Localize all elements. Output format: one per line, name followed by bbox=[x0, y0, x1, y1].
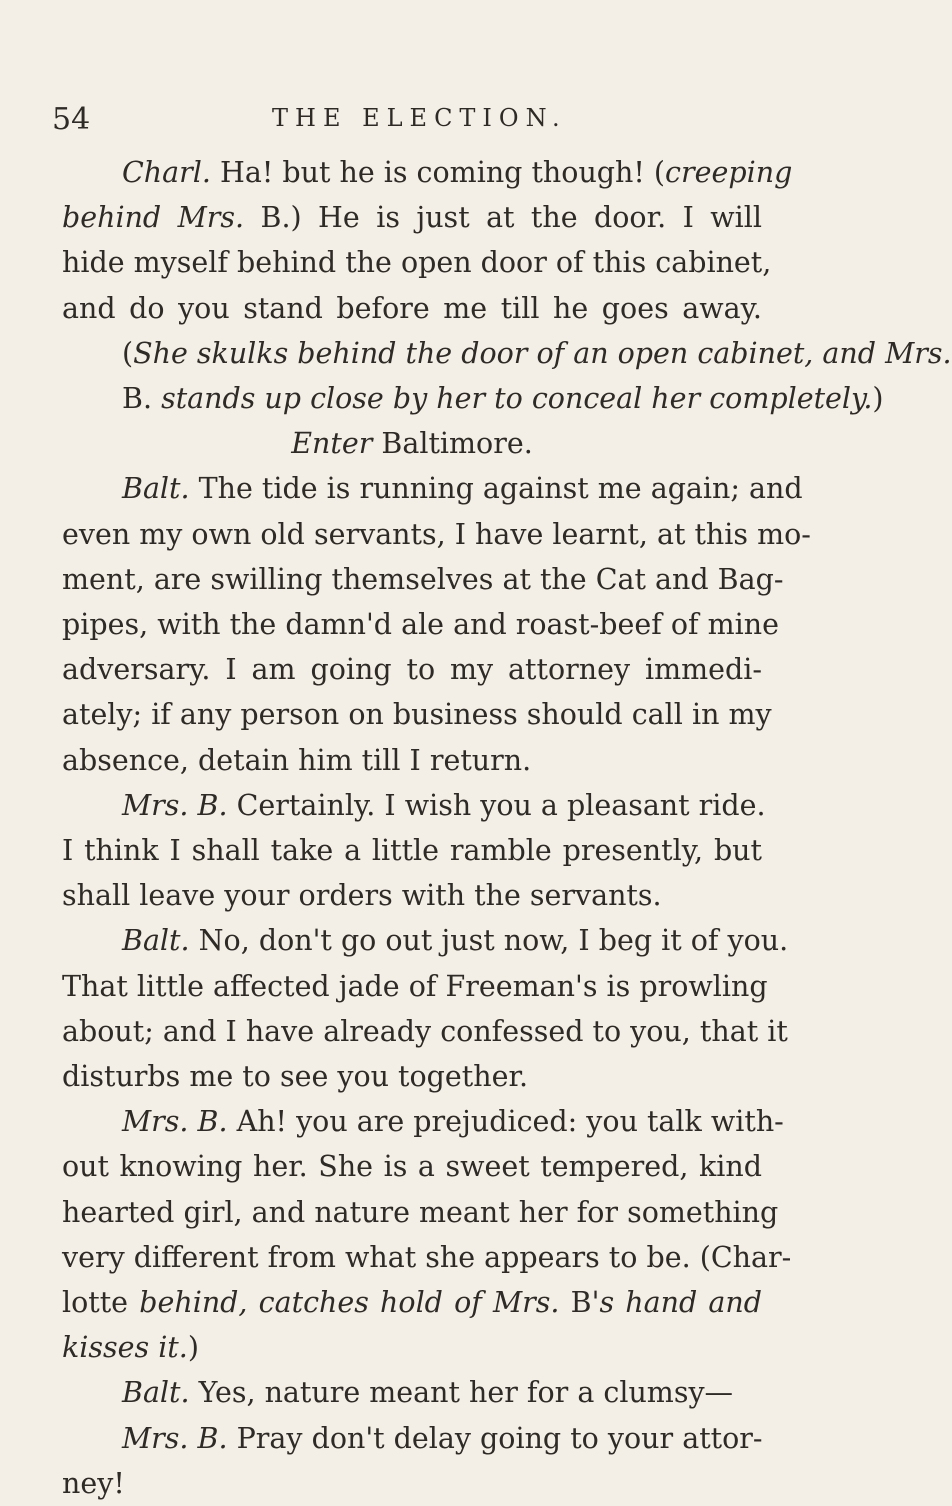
speaker-name: Balt. bbox=[122, 924, 190, 958]
text-line: ney! bbox=[62, 1466, 125, 1500]
page-number: 54 bbox=[52, 102, 91, 137]
text-line: disturbs me to see you together. bbox=[62, 1060, 529, 1094]
text-line: (She skulks behind the door of an open cabinet, and Mrs. bbox=[122, 336, 952, 370]
text-line: I think I shall take a little ramble presently, but bbox=[62, 834, 762, 868]
text-line: kisses it.) bbox=[62, 1331, 199, 1365]
speaker-name: Charl. bbox=[122, 156, 211, 189]
speaker-name: Mrs. B. bbox=[122, 1105, 228, 1139]
text-line: very different from what she appears to be. (Char- bbox=[62, 1240, 792, 1274]
stage-direction: stands up close by her to conceal her completely. bbox=[161, 382, 873, 416]
play-text bbox=[62, 150, 952, 1506]
text-line: about; and I have already confessed to you, that it bbox=[62, 1014, 788, 1048]
text-line: Mrs. B. Ah! you are prejudiced: you talk with- bbox=[122, 1105, 784, 1139]
text-line: and do you stand before me till he goes away. bbox=[62, 291, 762, 325]
stage-direction: creeping bbox=[665, 156, 793, 189]
text-line: hide myself behind the open door of this cabinet, bbox=[62, 246, 772, 280]
text-line: out knowing her. She is a sweet tempered, kind bbox=[62, 1150, 762, 1184]
text-line: ment, are swilling themselves at the Cat and Bag- bbox=[62, 562, 784, 596]
text-line: even my own old servants, I have learnt, at this mo- bbox=[62, 517, 811, 551]
text-line: B. stands up close by her to conceal her completely.) bbox=[122, 382, 884, 416]
stage-direction: s hand and bbox=[599, 1286, 762, 1320]
page-header bbox=[52, 100, 740, 140]
text-line: Balt. No, don't go out just now, I beg it of you. bbox=[122, 924, 789, 958]
stage-direction: Enter bbox=[291, 427, 373, 461]
text-line: absence, detain him till I return. bbox=[62, 743, 532, 777]
text-line: shall leave your orders with the servants. bbox=[62, 879, 662, 913]
text-line: That little affected jade of Freeman's is prowling bbox=[62, 969, 768, 1003]
stage-direction: behind Mrs. bbox=[62, 201, 245, 235]
text-line: Balt. The tide is running against me again; and bbox=[122, 472, 803, 506]
stage-direction: She skulks behind the door of an open cabinet, and Mrs. bbox=[133, 336, 952, 370]
speaker-name: Balt. bbox=[122, 472, 190, 506]
text-line: Mrs. B. Certainly. I wish you a pleasant ride. bbox=[122, 788, 766, 822]
speaker-name: Balt. bbox=[122, 1376, 190, 1410]
text-line: lotte behind, catches hold of Mrs. B's hand and bbox=[62, 1286, 762, 1320]
speaker-name: Mrs. B. bbox=[122, 788, 228, 822]
text-line: pipes, with the damn'd ale and roast-beef of mine bbox=[62, 608, 779, 642]
stage-direction: behind, catches hold of Mrs. bbox=[139, 1286, 560, 1320]
text-line: adversary. I am going to my attorney immedi- bbox=[62, 653, 762, 687]
text-line: Mrs. B. Pray don't delay going to your attor- bbox=[122, 1421, 763, 1455]
text-line: Balt. Yes, nature meant her for a clumsy— bbox=[122, 1376, 734, 1410]
running-title: THE ELECTION. bbox=[272, 104, 567, 132]
text-line: Enter Baltimore. bbox=[291, 427, 533, 461]
speaker-name: Mrs. B. bbox=[122, 1421, 228, 1455]
text-line: hearted girl, and nature meant her for something bbox=[62, 1195, 779, 1229]
text-line: ately; if any person on business should call in my bbox=[62, 698, 772, 732]
stage-direction: kisses it. bbox=[62, 1331, 188, 1365]
text-line: Charl. Ha! but he is coming though! (creeping bbox=[122, 156, 793, 189]
text-line: behind Mrs. B.) He is just at the door. I will bbox=[62, 201, 762, 235]
